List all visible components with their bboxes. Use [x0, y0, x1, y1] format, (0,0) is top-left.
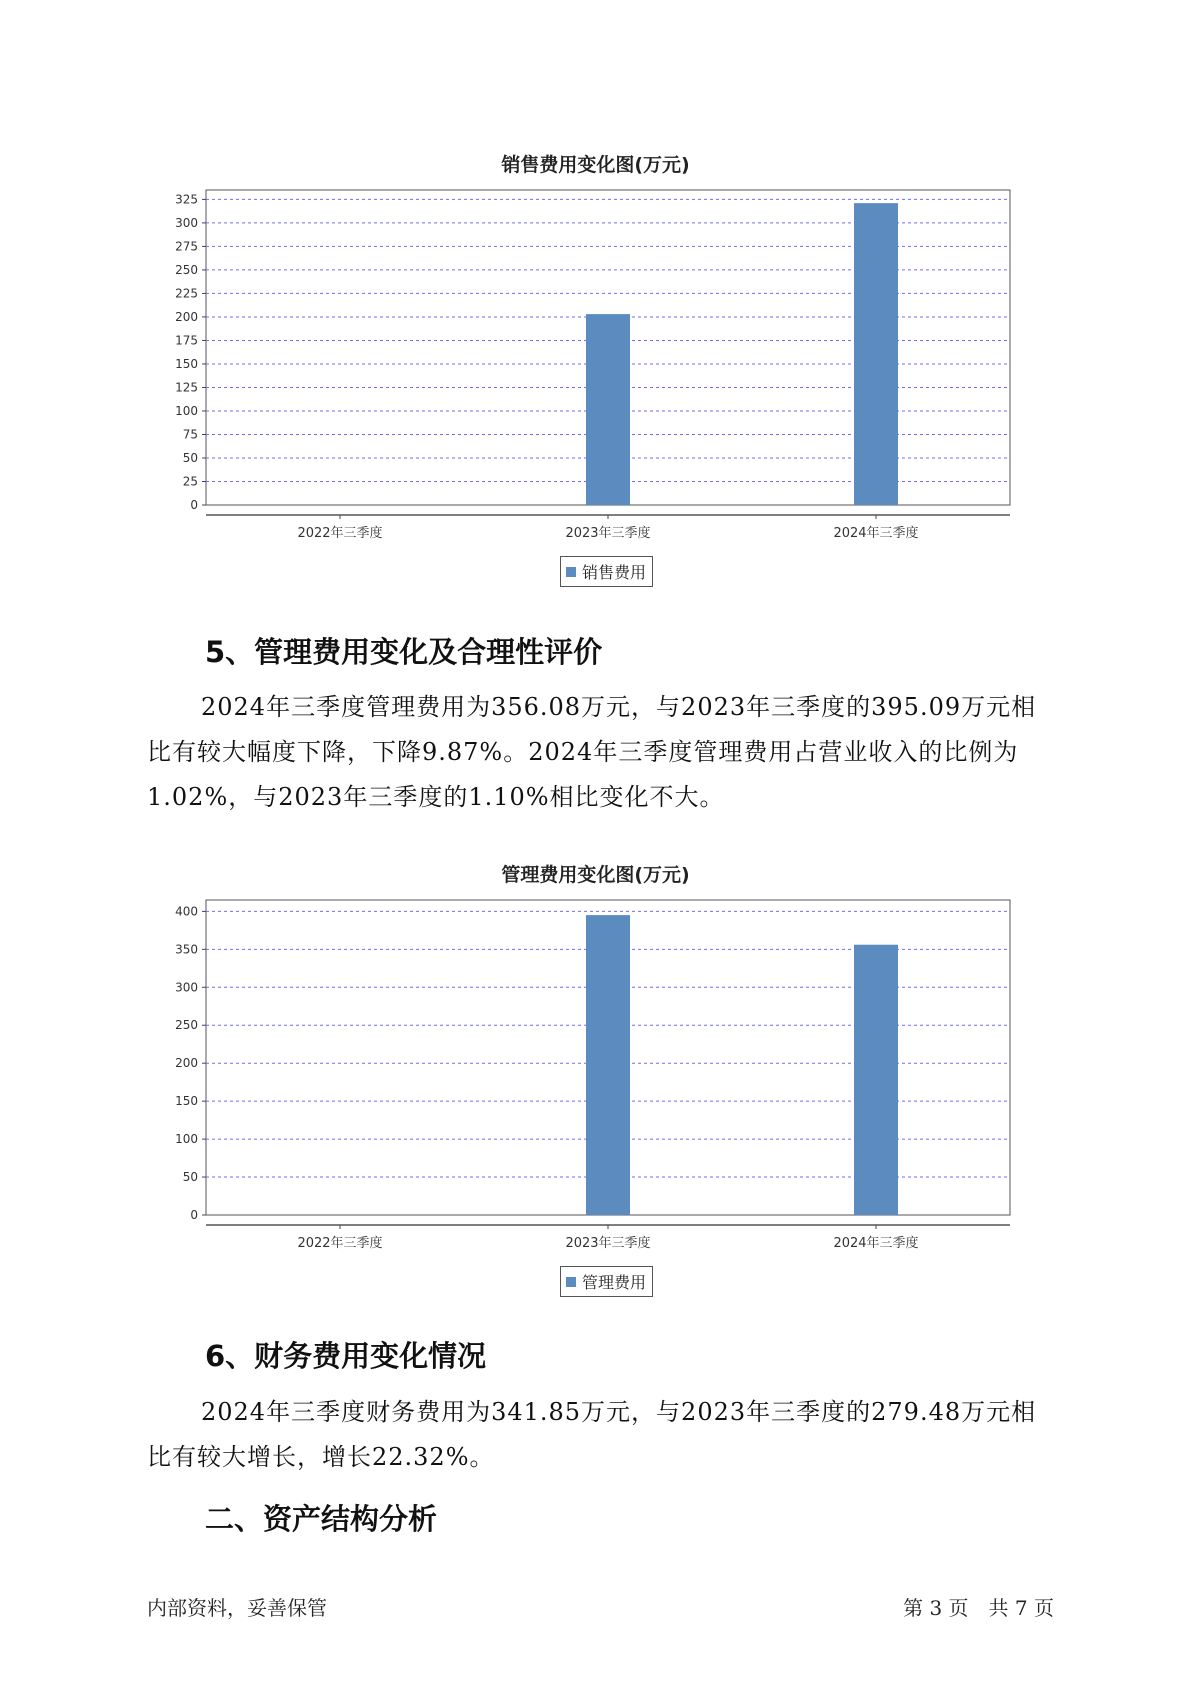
admin-expense-chart	[0, 880, 1191, 1260]
y-tick-label: 125	[175, 380, 198, 395]
bar	[854, 945, 898, 1215]
y-tick-label: 200	[175, 309, 198, 324]
y-tick-label: 100	[175, 403, 198, 418]
y-tick-label: 0	[190, 498, 198, 512]
admin-chart-title: 管理费用变化图(万元)	[501, 864, 690, 886]
bar	[854, 203, 898, 505]
admin-chart-legend	[560, 1266, 653, 1297]
x-tick-label: 2022年三季度	[297, 1236, 383, 1251]
x-tick-label: 2024年三季度	[833, 1236, 919, 1251]
y-tick-label: 150	[175, 1094, 198, 1109]
y-tick-label: 350	[175, 942, 198, 957]
y-tick-label: 275	[175, 239, 198, 254]
y-tick-label: 400	[175, 904, 198, 919]
y-tick-label: 250	[175, 1018, 198, 1033]
legend-label: 销售费用	[582, 563, 647, 582]
bar	[586, 314, 630, 505]
legend-swatch	[566, 567, 576, 577]
x-tick-label: 2023年三季度	[565, 1236, 651, 1251]
section-6-heading: 6、财务费用变化情况	[205, 1339, 487, 1373]
bar	[586, 915, 630, 1215]
legend-swatch	[566, 1277, 576, 1287]
y-tick-label: 175	[175, 333, 198, 348]
y-tick-label: 0	[190, 1208, 198, 1222]
y-tick-label: 200	[175, 1056, 198, 1071]
section-5-heading: 5、管理费用变化及合理性评价	[205, 635, 603, 669]
section-asset-heading: 二、资产结构分析	[205, 1502, 438, 1536]
y-tick-label: 300	[175, 215, 198, 230]
legend-label: 管理费用	[582, 1273, 647, 1292]
x-tick-label: 2023年三季度	[565, 526, 651, 541]
y-tick-label: 50	[182, 450, 198, 465]
y-tick-label: 250	[175, 262, 198, 277]
sales-expense-chart	[0, 170, 1191, 550]
y-tick-label: 100	[175, 1132, 198, 1147]
sales-chart-legend	[560, 556, 653, 587]
y-tick-label: 25	[182, 474, 198, 489]
y-tick-label: 225	[175, 286, 198, 301]
sales-chart-title: 销售费用变化图(万元)	[501, 154, 690, 176]
footer-note: 内部资料，妥善保管	[147, 1596, 327, 1620]
section-5-paragraph: 2024年三季度管理费用为356.08万元，与2023年三季度的395.09万元相比有较大幅度下降，下降9.87%。2024年三季度管理费用占营业收入的比例为1.02%，与2023年三季度的1.10%相比变化不大。	[147, 693, 1037, 811]
y-tick-label: 150	[175, 356, 198, 371]
x-tick-label: 2024年三季度	[833, 526, 919, 541]
y-tick-label: 300	[175, 980, 198, 995]
x-tick-label: 2022年三季度	[297, 526, 383, 541]
y-tick-label: 50	[182, 1170, 198, 1185]
section-6-paragraph: 2024年三季度财务费用为341.85万元，与2023年三季度的279.48万元相比有较大增长，增长22.32%。	[147, 1398, 1037, 1471]
y-tick-label: 75	[182, 427, 198, 442]
y-tick-label: 325	[175, 192, 198, 207]
page-number: 第 3 页 共 7 页	[903, 1596, 1054, 1620]
